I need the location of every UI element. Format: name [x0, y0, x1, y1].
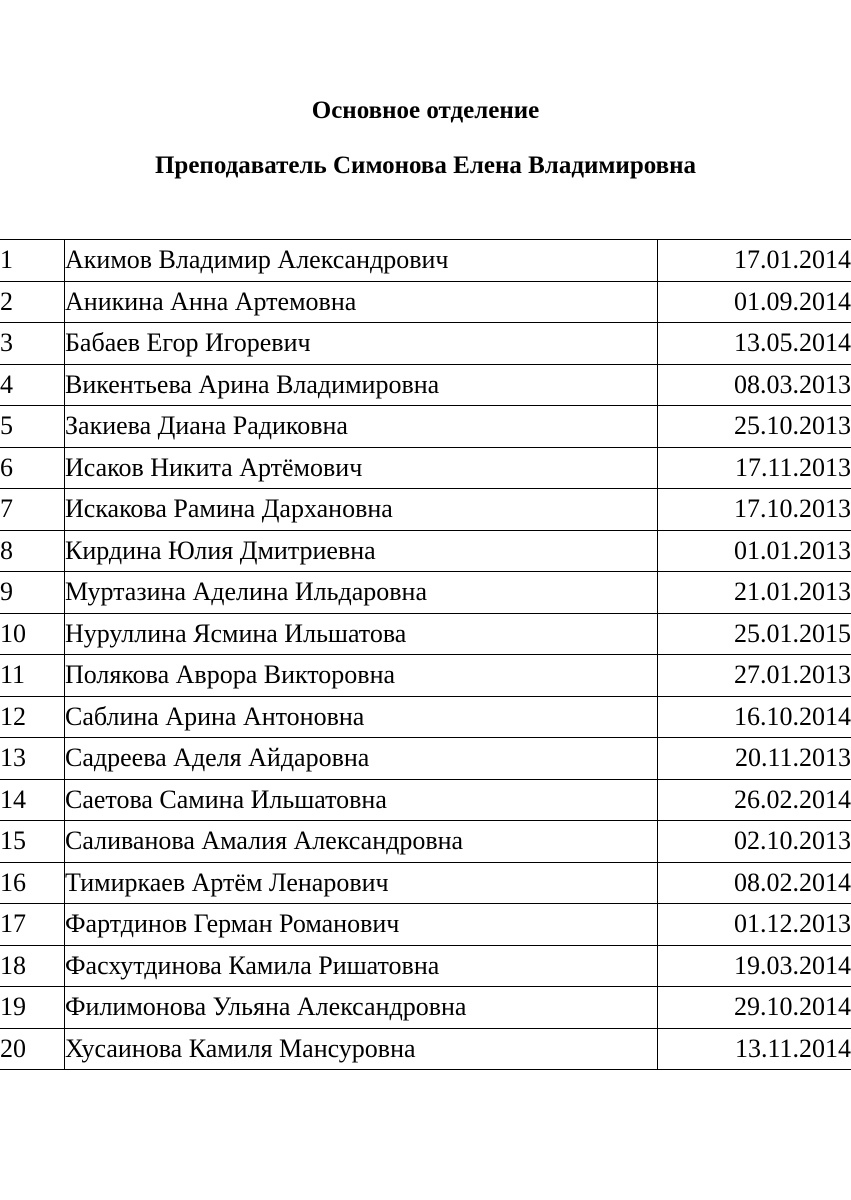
- student-name: Саетова Самина Ильшатовна: [65, 779, 658, 821]
- student-name: Филимонова Ульяна Александровна: [65, 987, 658, 1029]
- row-number: 5: [0, 406, 65, 448]
- row-number: 18: [0, 945, 65, 987]
- table-row: [0, 904, 851, 946]
- table-row: [0, 738, 851, 780]
- birth-date: 17.01.2014: [658, 240, 851, 282]
- department-title: Основное отделение: [311, 97, 540, 124]
- birth-date: 19.03.2014: [658, 945, 851, 987]
- table-row: [0, 945, 851, 987]
- student-name: Исаков Никита Артёмович: [65, 447, 658, 489]
- birth-date: 02.10.2013: [658, 821, 851, 863]
- student-name: Полякова Аврора Викторовна: [65, 655, 658, 697]
- row-number: 19: [0, 987, 65, 1029]
- student-name: Садреева Аделя Айдаровна: [65, 738, 658, 780]
- table-row: [0, 406, 851, 448]
- row-number: 13: [0, 738, 65, 780]
- row-number: 20: [0, 1028, 65, 1070]
- row-number: 6: [0, 447, 65, 489]
- row-number: 10: [0, 613, 65, 655]
- row-number: 12: [0, 696, 65, 738]
- birth-date: 27.01.2013: [658, 655, 851, 697]
- birth-date: 13.05.2014: [658, 323, 851, 365]
- row-number: 3: [0, 323, 65, 365]
- row-number: 11: [0, 655, 65, 697]
- birth-date: 01.01.2013: [658, 530, 851, 572]
- table-row: [0, 779, 851, 821]
- student-name: Муртазина Аделина Ильдаровна: [65, 572, 658, 614]
- birth-date: 17.11.2013: [658, 447, 851, 489]
- birth-date: 25.01.2015: [658, 613, 851, 655]
- table-row: [0, 862, 851, 904]
- birth-date: 21.01.2013: [658, 572, 851, 614]
- student-name: Нуруллина Ясмина Ильшатова: [65, 613, 658, 655]
- table-row: [0, 489, 851, 531]
- row-number: 1: [0, 240, 65, 282]
- student-name: Акимов Владимир Александрович: [65, 240, 658, 282]
- student-name: Искакова Рамина Дархановна: [65, 489, 658, 531]
- row-number: 7: [0, 489, 65, 531]
- birth-date: 01.12.2013: [658, 904, 851, 946]
- row-number: 16: [0, 862, 65, 904]
- table-row: [0, 281, 851, 323]
- table-row: [0, 1028, 851, 1070]
- table-row: [0, 364, 851, 406]
- table-row: [0, 572, 851, 614]
- row-number: 14: [0, 779, 65, 821]
- student-name: Саблина Арина Антоновна: [65, 696, 658, 738]
- birth-date: 17.10.2013: [658, 489, 851, 531]
- birth-date: 01.09.2014: [658, 281, 851, 323]
- student-name: Хусаинова Камиля Мансуровна: [65, 1028, 658, 1070]
- birth-date: 20.11.2013: [658, 738, 851, 780]
- row-number: 2: [0, 281, 65, 323]
- student-roster-table: [0, 239, 851, 1070]
- table-row: [0, 447, 851, 489]
- birth-date: 29.10.2014: [658, 987, 851, 1029]
- student-name: Тимиркаев Артём Ленарович: [65, 862, 658, 904]
- table-row: [0, 613, 851, 655]
- row-number: 9: [0, 572, 65, 614]
- table-row: [0, 240, 851, 282]
- student-name: Закиева Диана Радиковна: [65, 406, 658, 448]
- student-name: Кирдина Юлия Дмитриевна: [65, 530, 658, 572]
- teacher-subtitle: Преподаватель Симонова Елена Владимировна: [154, 152, 696, 179]
- birth-date: 26.02.2014: [658, 779, 851, 821]
- table-row: [0, 987, 851, 1029]
- table-row: [0, 655, 851, 697]
- student-name: Фартдинов Герман Романович: [65, 904, 658, 946]
- birth-date: 13.11.2014: [658, 1028, 851, 1070]
- table-row: [0, 696, 851, 738]
- student-name: Фасхутдинова Камила Ришатовна: [65, 945, 658, 987]
- row-number: 8: [0, 530, 65, 572]
- student-name: Саливанова Амалия Александровна: [65, 821, 658, 863]
- birth-date: 08.02.2014: [658, 862, 851, 904]
- roster-body: [0, 240, 851, 1070]
- row-number: 4: [0, 364, 65, 406]
- row-number: 15: [0, 821, 65, 863]
- table-row: [0, 323, 851, 365]
- row-number: 17: [0, 904, 65, 946]
- birth-date: 25.10.2013: [658, 406, 851, 448]
- student-name: Аникина Анна Артемовна: [65, 281, 658, 323]
- birth-date: 08.03.2013: [658, 364, 851, 406]
- student-name: Бабаев Егор Игоревич: [65, 323, 658, 365]
- student-name: Викентьева Арина Владимировна: [65, 364, 658, 406]
- table-row: [0, 821, 851, 863]
- birth-date: 16.10.2014: [658, 696, 851, 738]
- table-row: [0, 530, 851, 572]
